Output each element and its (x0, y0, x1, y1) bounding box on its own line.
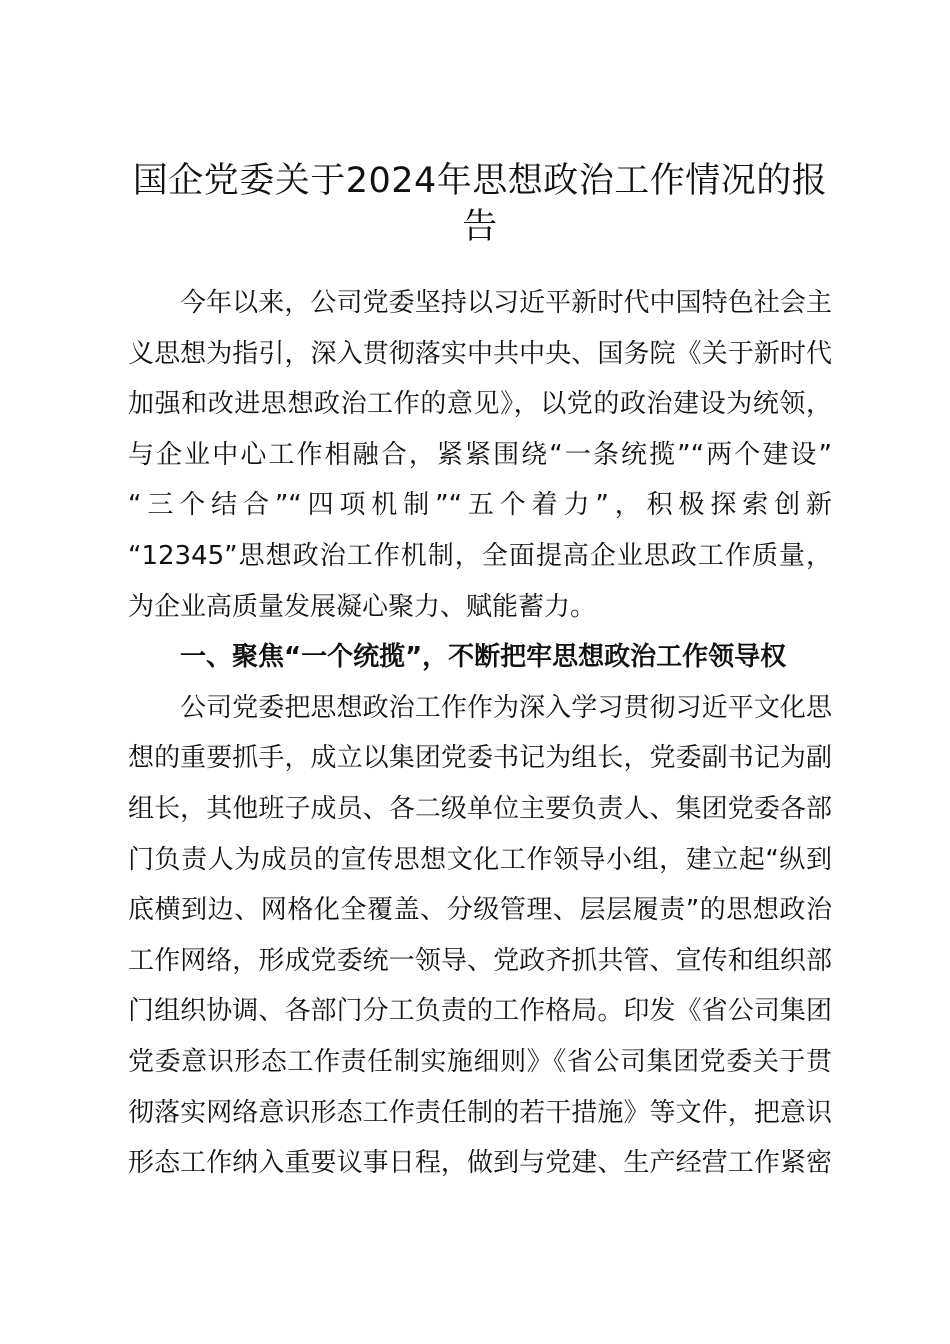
paragraph-1-line: 加强和改进思想政治工作的意见》，以党的政治建设为统领， (128, 389, 832, 420)
document-title: 国企党委关于2024年思想政治工作情况的报告 (132, 161, 828, 247)
paragraph-1-line: 义思想为指引，深入贯彻落实中共中央、国务院《关于新时代 (128, 338, 832, 369)
paragraph-2-line: 门负责人为成员的宣传思想文化工作领导小组，建立起“纵到 (128, 844, 832, 875)
paragraph-2-line: 党委意识形态工作责任制实施细则》《省公司集团党委关于贯 (128, 1046, 832, 1077)
paragraph-2-line: 组长，其他班子成员、各二级单位主要负责人、集团党委各部 (128, 793, 832, 824)
section-1-heading: 一、聚焦“一个统揽”，不断把牢思想政治工作领导权 (180, 642, 787, 673)
paragraph-2-line: 工作网络，形成党委统一领导、党政齐抓共管、宣传和组织部 (128, 945, 832, 976)
paragraph-2-line: 底横到边、网格化全覆盖、分级管理、层层履责”的思想政治 (128, 895, 832, 926)
paragraph-2-line: 门组织协调、各部门分工负责的工作格局。印发《省公司集团 (128, 996, 832, 1027)
paragraph-1-line: “12345”思想政治工作机制，全面提高企业思政工作质量， (128, 540, 832, 571)
paragraph-1-line: 今年以来，公司党委坚持以习近平新时代中国特色社会主 (180, 288, 832, 318)
paragraph-2-line: 彻落实网络意识形态工作责任制的若干措施》等文件，把意识 (128, 1097, 832, 1128)
paragraph-1-line: “三个结合”“四项机制”“五个着力”，积极探索创新 (128, 490, 832, 521)
paragraph-1-line: 为企业高质量发展凝心聚力、赋能蓄力。 (128, 591, 597, 622)
paragraph-2-line: 公司党委把思想政治工作作为深入学习贯彻习近平文化思 (180, 692, 832, 723)
paragraph-2-line: 想的重要抓手，成立以集团党委书记为组长，党委副书记为副 (128, 743, 832, 774)
document-body (128, 278, 832, 1189)
paragraph-2-line: 形态工作纳入重要议事日程，做到与党建、生产经营工作紧密 (128, 1148, 832, 1179)
paragraph-1-line: 与企业中心工作相融合，紧紧围绕“一条统揽”“两个建设” (128, 439, 832, 470)
